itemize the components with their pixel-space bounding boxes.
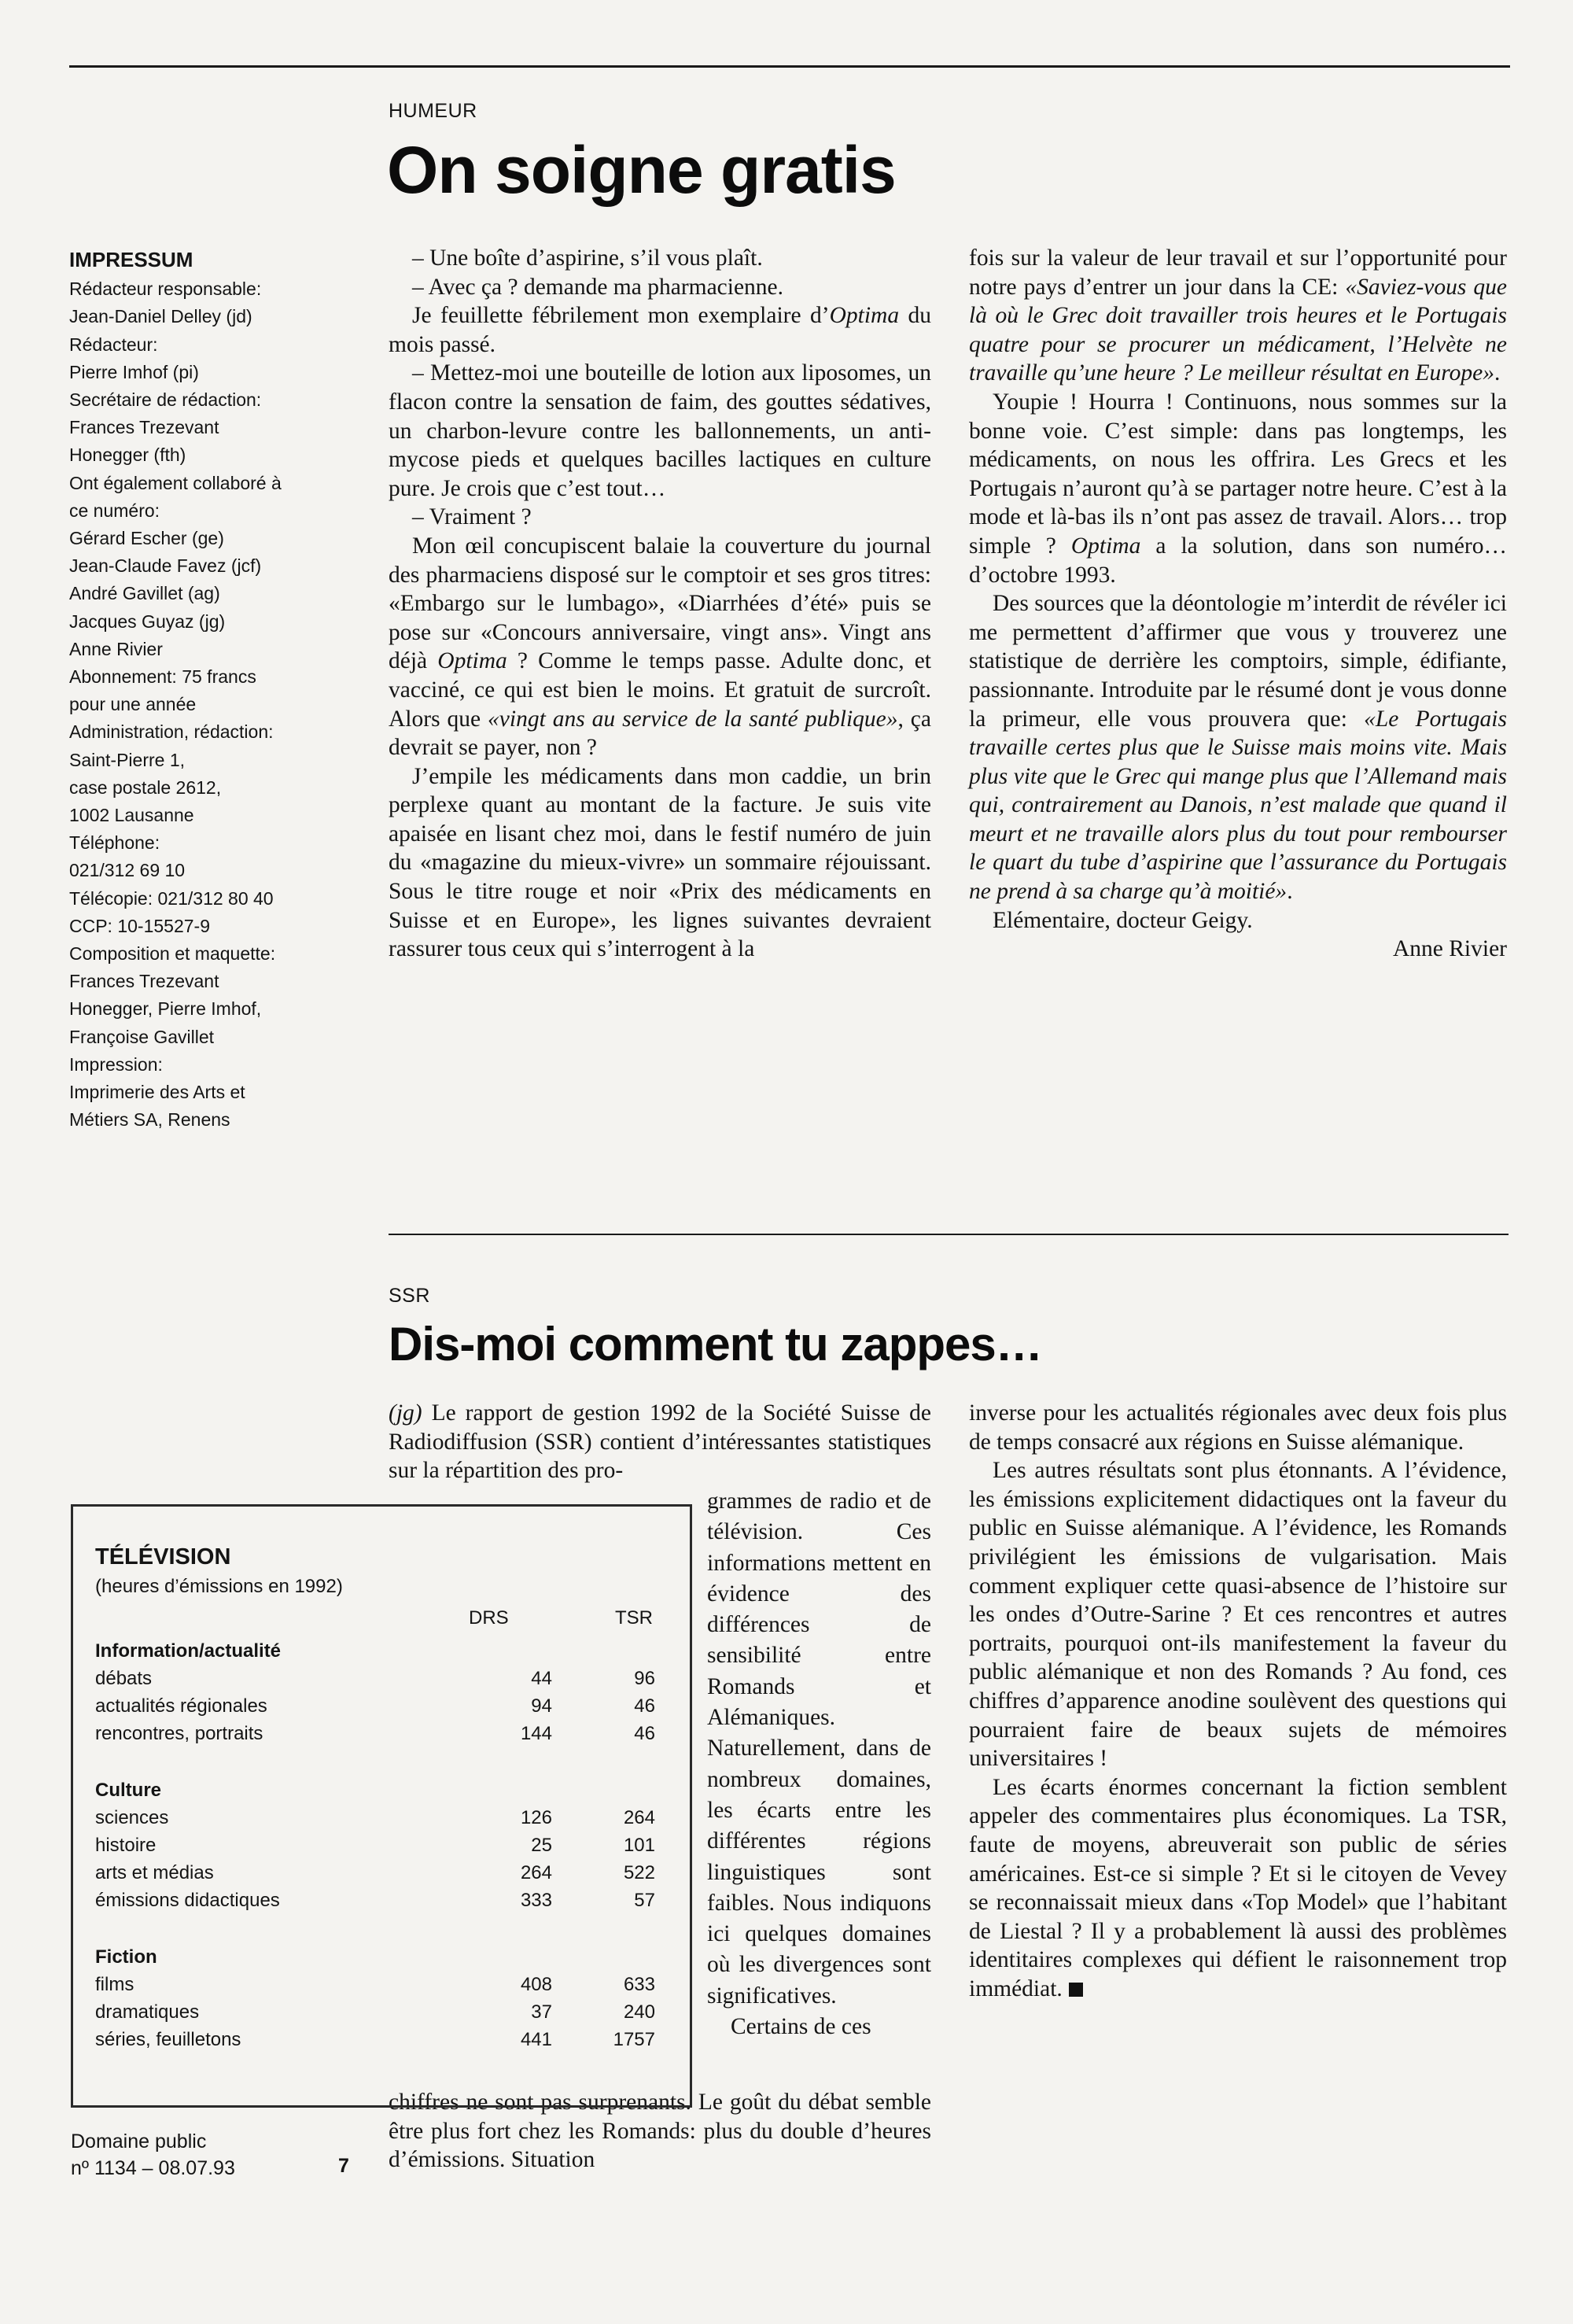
tsr-value: 96 <box>634 1668 655 1689</box>
impressum-line: Téléphone: <box>69 832 160 854</box>
impressum-lines <box>69 275 352 1134</box>
tsr-value: 57 <box>634 1890 655 1911</box>
paragraph: – Mettez-moi une bouteille de lotion aux liposomes, un flacon contre la sensation de faim, des gouttes sédatives, un charbon-levure contre les ballonnements, un anti-mycose pieds et quelques bacilles lactiques en culture pure. Je crois que c’est tout… <box>389 360 931 501</box>
signature: Anne Rivier <box>1392 936 1507 962</box>
article2-title: Dis-moi comment tu zappes… <box>389 1318 1042 1370</box>
impressum-line: Métiers SA, Renens <box>69 1109 230 1131</box>
impressum-line: Impression: <box>69 1053 163 1075</box>
impressum-line: Abonnement: 75 francs <box>69 666 256 688</box>
table-row <box>95 1723 690 1750</box>
impressum-line: Composition et maquette: <box>69 943 276 965</box>
impressum-line: Frances Trezevant <box>69 417 219 438</box>
paragraph: fois sur la valeur de leur travail et sur l’opportunité pour notre pays d’entrer un jour dans la CE: «Saviez-vous que là où le Grec doit travailler trois heures et le Portugais quatre pour se procurer un médicament, l’Helvète ne travaille qu’une heure ? Le meilleur résultat en Europe». <box>969 245 1507 386</box>
issue-number: nº 1134 – 08.07.93 <box>71 2157 235 2179</box>
table-row <box>95 1807 690 1835</box>
table-row <box>95 1862 690 1890</box>
row-label: films <box>95 1974 134 1995</box>
drs-value: 144 <box>520 1723 552 1744</box>
impressum-line: Jacques Guyaz (jg) <box>69 611 226 632</box>
row-label: émissions didactiques <box>95 1890 280 1911</box>
impressum-line: Frances Trezevant <box>69 971 219 992</box>
impressum-line: Jean-Claude Favez (jcf) <box>69 555 262 577</box>
impressum-line: Administration, rédaction: <box>69 721 274 743</box>
row-label: débats <box>95 1668 153 1689</box>
impressum-line: Pierre Imhof (pi) <box>69 361 199 382</box>
paragraph: Youpie ! Hourra ! Continuons, nous sommes sur la bonne voie. C’est simple: dans pas longtemps, les médicaments, on nous les offrira. Les Grecs et les Portugais n’auront qu’à se partager notre heure. C’est à la mode et là-bas ils n’ont pas assez de travail. Alors… trop simple ? Optima a la solution, dans son numéro… d’octobre 1993. <box>969 389 1507 588</box>
table-row <box>95 1835 690 1862</box>
paragraph: grammes de radio et de télévision. Ces informations mettent en évidence des différences de sensibilité entre Romands et Alémaniques. Naturellement, dans de nombreux domaines, les écarts entre les différentes régions linguistiques sont faibles. Nous indiquons ici quelques domaines où les divergences sont significatives. <box>707 1488 931 2009</box>
table-group-heading: Culture <box>95 1780 161 1801</box>
end-of-article-mark <box>1069 1983 1083 1997</box>
row-label: séries, feuilletons <box>95 2029 241 2050</box>
table-row <box>95 2029 690 2057</box>
article2-narrow-column <box>707 1486 931 2042</box>
impressum-line: Honegger, Pierre Imhof, <box>69 998 262 1020</box>
tsr-value: 264 <box>623 1807 655 1828</box>
impressum-line: Jean-Daniel Delley (jd) <box>69 306 252 327</box>
impressum-line: pour une année <box>69 694 197 715</box>
paragraph: Les écarts énormes concernant la fiction semblent appeler des commentaires plus économiques. La TSR, faute de moyens, abreuverait son public de séries américaines. Est-ce si simple ? Et si le citoyen de Vevey se reconnaissait mieux dans «Top Model» que l’habitant de Liestal ? Il y a probablement là aussi des problèmes identitaires complexes qui défient le raisonnement trop immédiat. <box>969 1774 1507 2001</box>
row-label: histoire <box>95 1835 157 1856</box>
top-rule <box>69 65 1510 68</box>
paragraph: J’empile les médicaments dans mon caddie, un brin perplexe quant au montant de la facture. Je suis vite apaisée en lisant chez moi, dans le festif numéro de juin du «magazine du mieux-vivre» un sommaire réjouissant. Sous le titre rouge et noir «Prix des médicaments en Suisse et en Europe», les lignes suivantes devraient rassurer tous ceux qui s’interrogent à la <box>389 763 931 962</box>
impressum-line: Imprimerie des Arts et <box>69 1082 245 1103</box>
television-table <box>71 1504 692 2108</box>
tsr-value: 46 <box>634 1695 655 1717</box>
impressum-line: Ont également collaboré à <box>69 472 282 493</box>
impressum-line: case postale 2612, <box>69 777 222 798</box>
table-title: TÉLÉVISION <box>95 1544 231 1570</box>
drs-value: 408 <box>520 1974 552 1995</box>
paragraph: (jg) Le rapport de gestion 1992 de la Société Suisse de Radiodiffusion (SSR) contient d’intéressantes statistiques sur la répartition des pro- <box>389 1400 931 1484</box>
impressum-line: Françoise Gavillet <box>69 1026 215 1047</box>
tsr-value: 101 <box>623 1835 655 1856</box>
article1-column-2 <box>969 244 1507 964</box>
paragraph: Elémentaire, docteur Geigy. <box>993 907 1253 933</box>
tsr-value: 1757 <box>613 2029 655 2050</box>
paragraph: – Avec ça ? demande ma pharmacienne. <box>412 274 784 300</box>
drs-value: 264 <box>520 1862 552 1883</box>
impressum-line: Secrétaire de rédaction: <box>69 389 262 411</box>
publication-name: Domaine public <box>71 2130 207 2152</box>
impressum-line: ce numéro: <box>69 500 160 521</box>
table-row <box>95 1974 690 2001</box>
drs-value: 44 <box>531 1668 552 1689</box>
table-row <box>95 2001 690 2029</box>
article1-kicker: HUMEUR <box>389 100 477 122</box>
impressum-line: Honegger (fth) <box>69 445 186 466</box>
paragraph: – Vraiment ? <box>412 504 532 530</box>
row-label: sciences <box>95 1807 169 1828</box>
row-label: arts et médias <box>95 1862 214 1883</box>
impressum-title: IMPRESSUM <box>69 248 193 271</box>
table-group-heading: Information/actualité <box>95 1640 282 1662</box>
table-subtitle: (heures d’émissions en 1992) <box>95 1576 343 1597</box>
paragraph: inverse pour les actualités régionales avec deux fois plus de temps consacré aux régions en Suisse alémanique. <box>969 1400 1507 1455</box>
impressum-line: Télécopie: 021/312 80 40 <box>69 887 274 909</box>
article2-kicker: SSR <box>389 1285 430 1307</box>
row-label: dramatiques <box>95 2001 200 2023</box>
impressum-line: Rédacteur responsable: <box>69 279 262 300</box>
article2-intro <box>389 1399 931 1485</box>
impressum-line: André Gavillet (ag) <box>69 583 220 604</box>
column-header-tsr: TSR <box>615 1607 653 1629</box>
article1-column-1 <box>389 244 931 964</box>
tsr-value: 633 <box>623 1974 655 1995</box>
article1-title: On soigne gratis <box>387 133 896 207</box>
footer-publication <box>71 2128 235 2182</box>
tsr-value: 240 <box>623 2001 655 2023</box>
article2-column-2 <box>969 1399 1507 2003</box>
impressum-line: 1002 Lausanne <box>69 805 194 826</box>
table-row <box>95 1890 690 1917</box>
impressum-line: Rédacteur: <box>69 334 158 355</box>
drs-value: 94 <box>531 1695 552 1717</box>
impressum-line: Anne Rivier <box>69 638 163 659</box>
drs-value: 126 <box>520 1807 552 1828</box>
table-row <box>95 1695 690 1723</box>
paragraph: Mon œil concupiscent balaie la couverture du journal des pharmaciens disposé sur le comptoir et ses gros titres: «Embargo sur le lumbago», «Diarrhées d’été» puis se pose sur «Concours anniversaire, vingt ans». Vingt ans déjà Optima ? Comme le temps passe. Adulte donc, et vacciné, ce qui est bien le moins. Et gratuit de surcroît. Alors que «vingt ans au service de la santé publique», ça devrait se payer, non ? <box>389 533 931 761</box>
tsr-value: 46 <box>634 1723 655 1744</box>
table-row <box>95 1668 690 1695</box>
impressum-line: 021/312 69 10 <box>69 860 186 881</box>
drs-value: 441 <box>520 2029 552 2050</box>
paragraph: Les autres résultats sont plus étonnants. A l’évidence, les émissions explicitement didactiques ont la faveur du public en Suisse alémanique. A l’évidence, les Romands privilégient les émissions de vulgarisation. Mais comment expliquer cette quasi-absence de l’histoire sur les ondes d’Outre-Sarine ? Et ces rencontres et autres portraits, pourquoi ont-ils manifestement la faveur du public alémanique et non des Romands ? Au fond, ces chiffres d’apparence anodine soulèvent des questions qui pourraient faire de beaux sujets de mémoires universitaires ! <box>969 1458 1507 1772</box>
row-label: rencontres, portraits <box>95 1723 263 1744</box>
drs-value: 25 <box>531 1835 552 1856</box>
impressum <box>69 246 352 1134</box>
paragraph: Des sources que la déontologie m’interdit de révéler ici me permettent d’affirmer que vous y trouverez une statistique de derrière les comptoirs, simple, édifiante, passionnante. Introduite par le résumé dont je vous donne la primeur, elle vous prouvera que: «Le Portugais travaille certes plus que le Suisse mais moins vite. Mais plus vite que le Grec qui mange plus que l’Allemand mais qui, contrairement au Danois, n’est malade que quand il meurt et ne travaille alors plus du tout pour rembourser le quart du tube d’aspirine que l’assurance du Portugais ne prend à sa charge qu’à moitié». <box>969 591 1507 905</box>
impressum-line: Gérard Escher (ge) <box>69 528 224 549</box>
page-number: 7 <box>338 2155 349 2177</box>
table-group-heading: Fiction <box>95 1946 157 1968</box>
impressum-line: Saint-Pierre 1, <box>69 749 186 770</box>
drs-value: 333 <box>520 1890 552 1911</box>
column-header-drs: DRS <box>469 1607 509 1629</box>
row-label: actualités régionales <box>95 1695 267 1717</box>
drs-value: 37 <box>531 2001 552 2023</box>
paragraph: Je feuillette fébrilement mon exemplaire d’Optima du mois passé. <box>389 303 931 357</box>
tsr-value: 522 <box>623 1862 655 1883</box>
impressum-line: CCP: 10-15527-9 <box>69 915 210 936</box>
paragraph: chiffres ne sont pas surprenants. Le goût du débat semble être plus fort chez les Romands: plus du double d’heures d’émissions. Situation <box>389 2090 931 2173</box>
paragraph: – Une boîte d’aspirine, s’il vous plaît. <box>412 245 763 271</box>
paragraph: Certains de ces <box>731 2014 871 2040</box>
article-separator-rule <box>389 1234 1509 1235</box>
